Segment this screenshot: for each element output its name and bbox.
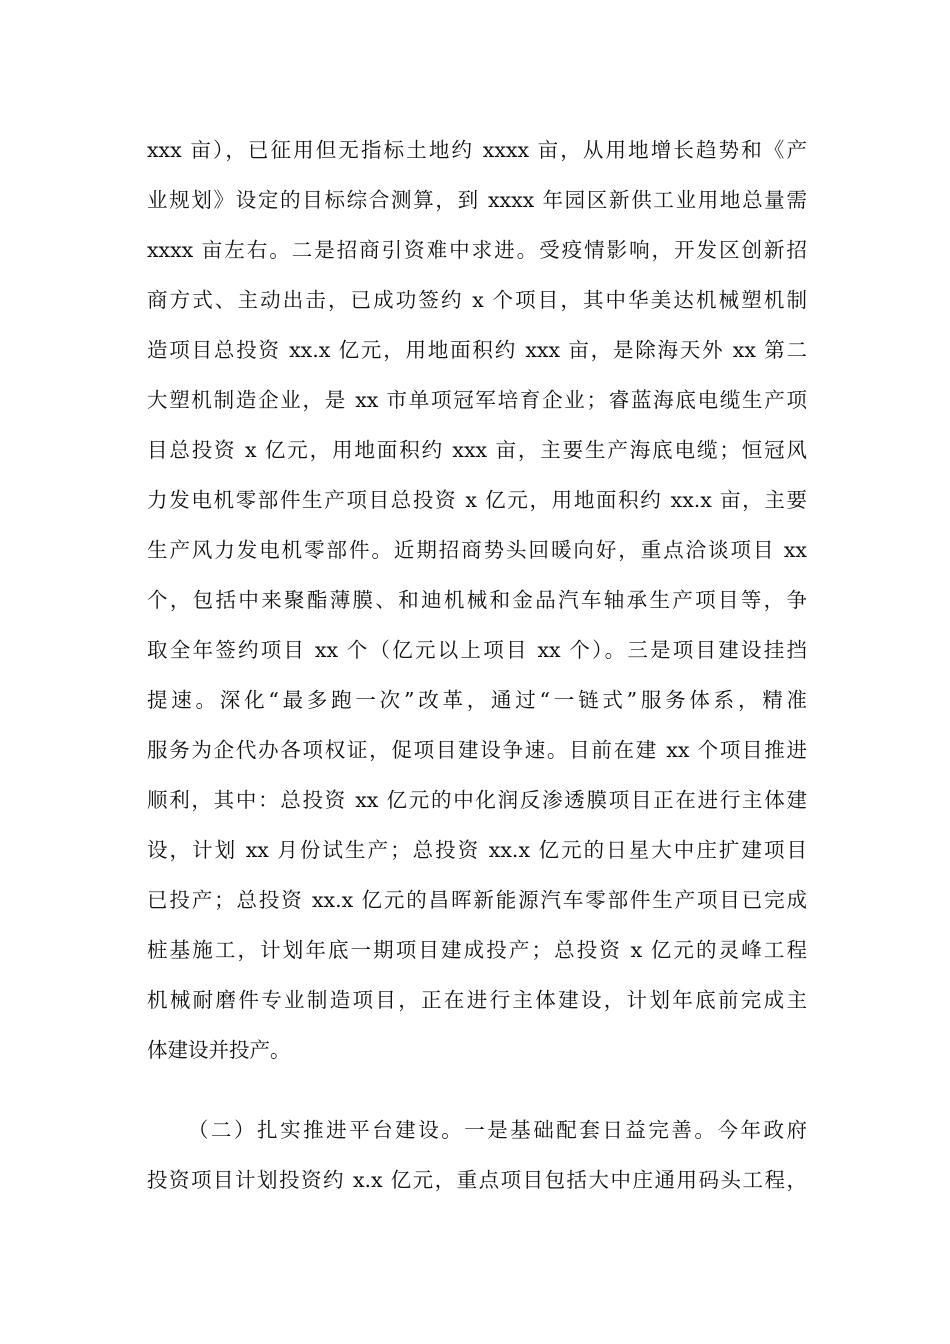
text-line: 大塑机制造企业，是 xx 市单项冠军培育企业；睿蓝海底电缆生产项	[147, 388, 807, 412]
text-line: 业规划》设定的目标综合测算，到 xxxx 年园区新供工业用地总量需	[147, 188, 807, 212]
text-line: 服务为企代办各项权证，促项目建设争速。目前在建 xx 个项目推进	[147, 738, 807, 762]
text-line: 生产风力发电机零部件。近期招商势头回暖向好，重点洽谈项目 xx	[147, 538, 807, 562]
text-line: 机械耐磨件专业制造项目，正在进行主体建设，计划年底前完成主	[147, 988, 807, 1012]
text-line: 提速。深化“最多跑一次”改革，通过“一链式”服务体系，精准	[147, 688, 807, 712]
text-line: 投资项目计划投资约 x.x 亿元，重点项目包括大中庄通用码头工程，	[147, 1168, 807, 1192]
text-line: 顺利，其中：总投资 xx 亿元的中化润反渗透膜项目正在进行主体建	[147, 788, 807, 812]
text-line: 体建设并投产。	[147, 1038, 291, 1062]
text-line: 桩基施工，计划年底一期项目建成投产；总投资 x 亿元的灵峰工程	[147, 938, 807, 962]
text-line: 设，计划 xx 月份试生产；总投资 xx.x 亿元的日星大中庄扩建项目	[147, 838, 807, 862]
text-line: 力发电机零部件生产项目总投资 x 亿元，用地面积约 xx.x 亩，主要	[147, 488, 807, 512]
text-line: 个，包括中来聚酯薄膜、和迪机械和金品汽车轴承生产项目等，争	[147, 588, 807, 612]
text-line: xxxx 亩左右。二是招商引资难中求进。受疫情影响，开发区创新招	[147, 238, 807, 262]
text-line: 已投产；总投资 xx.x 亿元的昌晖新能源汽车零部件生产项目已完成	[147, 888, 807, 912]
text-line: 取全年签约项目 xx 个（亿元以上项目 xx 个）。三是项目建设挂挡	[147, 638, 807, 662]
text-line: （二）扎实推进平台建设。一是基础配套日益完善。今年政府	[188, 1118, 807, 1142]
text-line: xxx 亩），已征用但无指标土地约 xxxx 亩，从用地增长趋势和《产	[147, 138, 807, 162]
text-line: 造项目总投资 xx.x 亿元，用地面积约 xxx 亩，是除海天外 xx 第二	[147, 338, 807, 362]
text-line: 目总投资 x 亿元，用地面积约 xxx 亩，主要生产海底电缆；恒冠风	[147, 438, 807, 462]
text-line: 商方式、主动出击，已成功签约 x 个项目，其中华美达机械塑机制	[147, 288, 807, 312]
